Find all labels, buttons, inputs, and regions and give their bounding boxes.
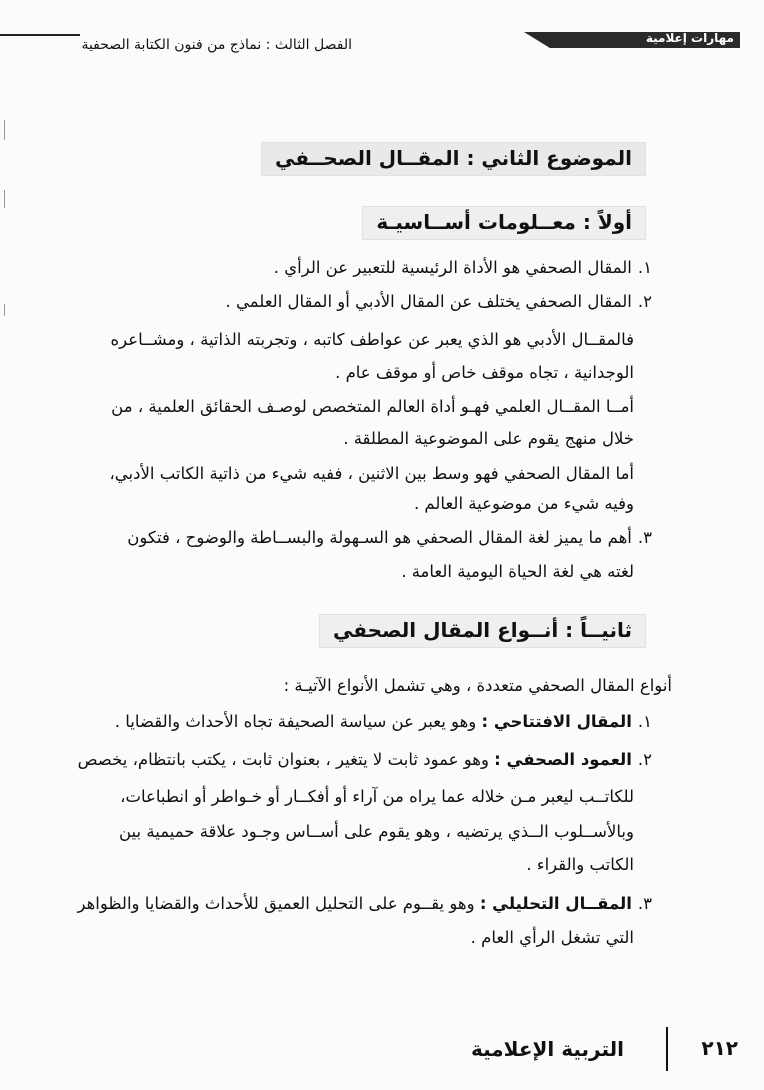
paragraph-line: وبالأســلوب الــذي يرتضيه ، وهو يقوم على أســاس وجـود علاقة حميمية بين [119, 822, 634, 841]
list-text: المقال الصحفي هو الأداة الرئيسية للتعبير عن الرأي . [273, 258, 632, 277]
header-band-text: مهارات إعلامية [645, 31, 734, 45]
list-number: ٣. [637, 894, 652, 913]
list-item-2 [225, 292, 652, 312]
paragraph-line: لغته هي لغة الحياة اليومية العامة . [401, 562, 634, 581]
main-heading: الموضوع الثاني : المقــال الصحــفي [261, 142, 646, 176]
type-text: وهو يقــوم على التحليل العميق للأحداث والقضايا والظواهر [77, 894, 480, 913]
intro-line: أنواع المقال الصحفي متعددة ، وهي تشمل الأنواع الآتيـة : [283, 676, 672, 695]
list-number: ٢. [637, 292, 652, 311]
list-number: ١. [637, 712, 652, 731]
paragraph-line: وفيه شيء من موضوعية العالم . [413, 494, 634, 513]
type-item-1 [115, 712, 652, 732]
type-text: وهو عمود ثابت لا يتغير ، بعنوان ثابت ، يكتب بانتظام، يخصص [77, 750, 495, 769]
second-section-heading: ثانيــاً : أنــواع المقال الصحفي [319, 614, 646, 648]
type-label: العمود الصحفي : [494, 750, 632, 769]
margin-mark [4, 190, 5, 208]
paragraph-line: الكاتب والقراء . [526, 855, 634, 874]
type-item-2 [78, 750, 652, 770]
paragraph-line: أما المقال الصحفي فهو وسط بين الاثنين ، ففيه شيء من ذاتية الكاتب الأدبي، [109, 464, 634, 483]
type-label: المقــال التحليلي : [479, 894, 632, 913]
footer-divider [666, 1027, 668, 1071]
first-section-heading: أولاً : معــلومات أســاسيـة [362, 206, 646, 240]
top-left-rule [0, 34, 80, 36]
list-item-1 [274, 258, 652, 278]
paragraph-line: التي تشغل الرأي العام . [470, 928, 634, 947]
list-text: المقال الصحفي يختلف عن المقال الأدبي أو المقال العلمي . [225, 292, 632, 311]
list-text: أهم ما يميز لغة المقال الصحفي هو السـهولة والبســاطة والوضوح ، فتكون [127, 528, 632, 547]
list-number: ٢. [637, 750, 652, 769]
paragraph-line: الوجدانية ، تجاه موقف خاص أو موقف عام . [335, 363, 634, 382]
paragraph-line: للكاتــب ليعبر مـن خلاله عما يراه من آراء أو أفكــار أو خـواطر أو انطباعات، [120, 787, 634, 806]
type-label: المقال الافتتاحي : [481, 712, 632, 731]
margin-mark [4, 304, 5, 316]
list-number: ١. [637, 258, 652, 277]
paragraph-line: أمــا المقــال العلمي فهـو أداة العالم المتخصص لوصـف الحقائق العلمية ، من [111, 397, 634, 416]
list-number: ٣. [637, 528, 652, 547]
footer-book-title: التربية الإعلامية [470, 1037, 624, 1061]
type-text: وهو يعبر عن سياسة الصحيفة تجاه الأحداث والقضايا . [114, 712, 482, 731]
list-item-3 [127, 528, 652, 548]
page-number: ٢١٢ [701, 1036, 738, 1060]
margin-mark [4, 120, 5, 140]
paragraph-line: خلال منهج يقوم على الموضوعية المطلقة . [343, 429, 634, 448]
type-item-3 [77, 894, 652, 914]
chapter-title: الفصل الثالث : نماذج من فنون الكتابة الصحفية [81, 37, 352, 53]
paragraph-line: فالمقــال الأدبي هو الذي يعبر عن عواطف كاتبه ، وتجربته الذاتية ، ومشــاعره [110, 330, 634, 349]
